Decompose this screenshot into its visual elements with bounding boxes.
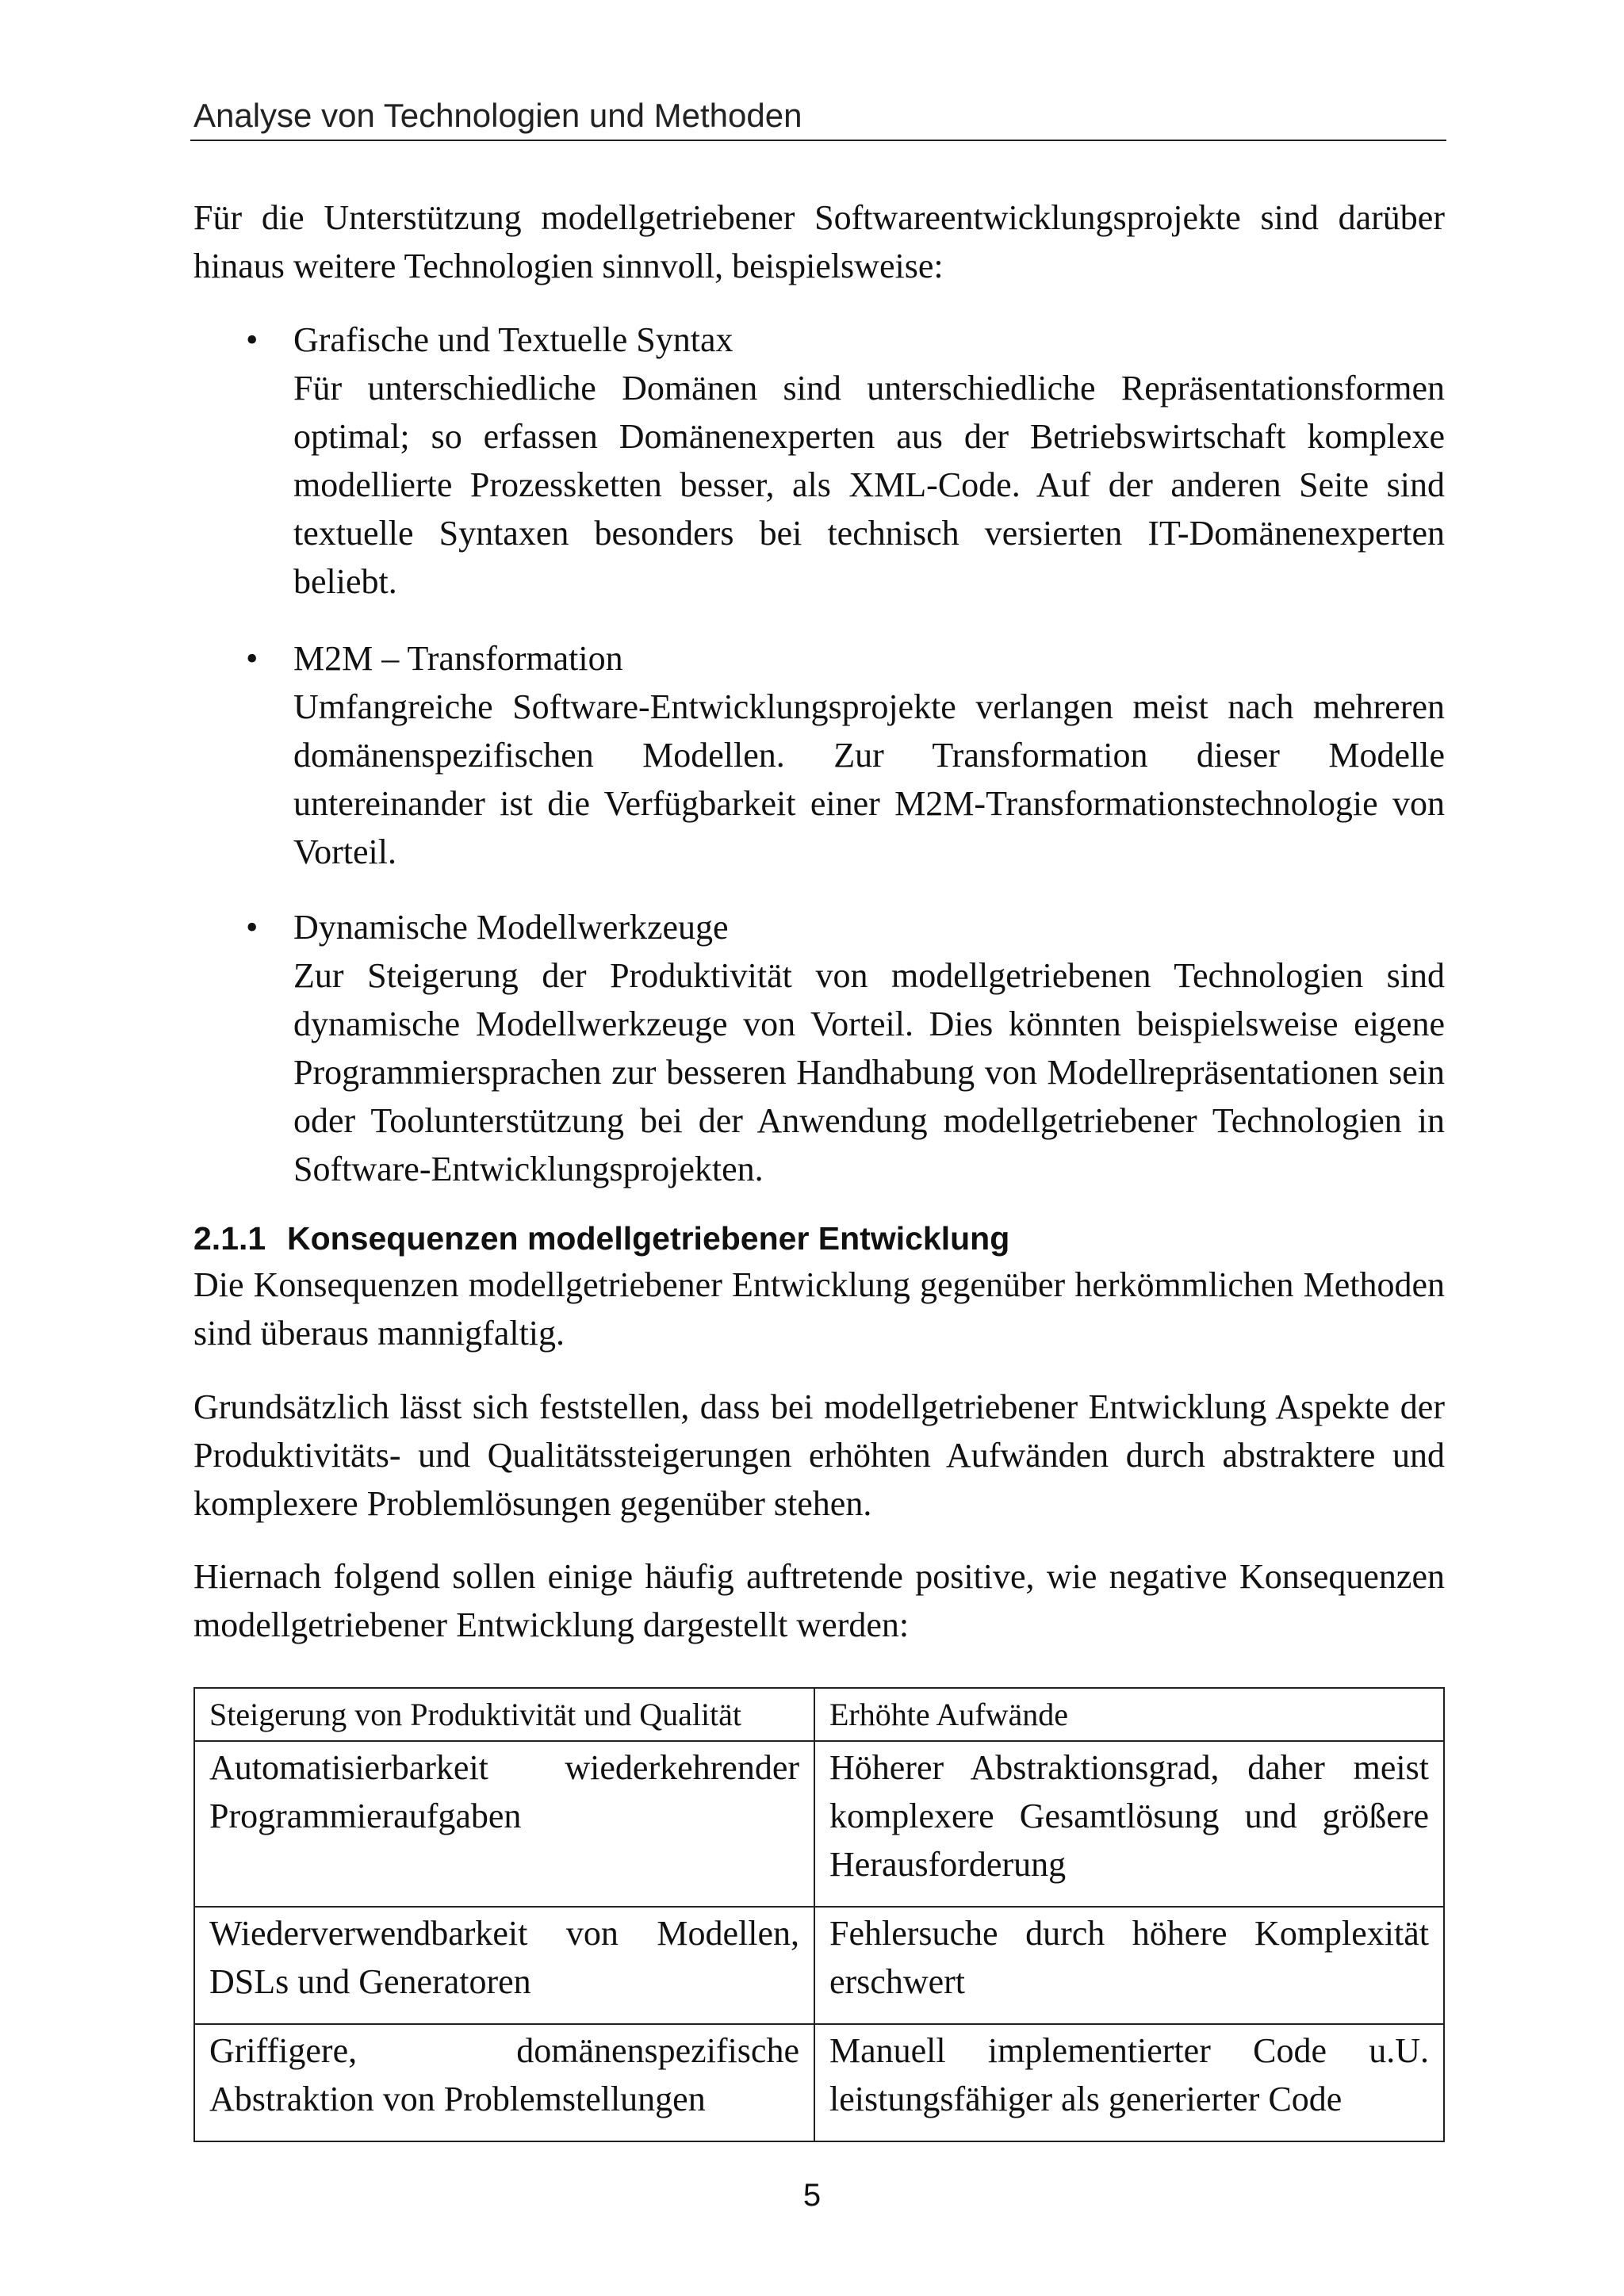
header-rule bbox=[190, 140, 1446, 141]
list-item-title: M2M – Transformation bbox=[293, 639, 623, 678]
page-number: 5 bbox=[802, 2178, 822, 2213]
table-header-row bbox=[194, 1688, 1444, 1741]
table-header-cell: Steigerung von Produktivität und Qualität bbox=[194, 1688, 814, 1741]
section-number: 2.1.1 bbox=[193, 1220, 266, 1257]
table-cell: Griffigere, domänenspezifische Abstraktion von Problemstellungen bbox=[194, 2024, 814, 2141]
running-header: Analyse von Technologien und Methoden bbox=[193, 97, 802, 134]
table-row bbox=[194, 1741, 1444, 1907]
table-cell: Höherer Abstraktionsgrad, daher meist komplexere Gesamtlösung und größere Herausforderung bbox=[814, 1741, 1444, 1907]
table-row bbox=[194, 2024, 1444, 2141]
list-item-body: Umfangreiche Software-Entwicklungsprojekte verlangen meist nach mehreren domänenspezifischen Modellen. Zur Transformation dieser Modelle untereinander ist die Verfügbarkeit einer M2M-Transformationstechnologie von Vorteil. bbox=[293, 687, 1445, 871]
list-item-title: Grafische und Textuelle Syntax bbox=[293, 320, 733, 359]
table-cell: Automatisierbarkeit wiederkehrender Programmieraufgaben bbox=[194, 1741, 814, 1907]
bullet-icon: • bbox=[246, 908, 259, 947]
list-item-title: Dynamische Modellwerkzeuge bbox=[293, 908, 729, 947]
consequences-table bbox=[193, 1687, 1445, 2142]
body-paragraph: Grundsätzlich lässt sich feststellen, dass bei modellgetriebener Entwicklung Aspekte der Produktivitäts- und Qualitätssteigerungen erhöhten Aufwänden durch abstraktere und komplexere Problemlösungen gegenüber stehen. bbox=[193, 1387, 1445, 1523]
body-paragraph: Die Konsequenzen modellgetriebener Entwicklung gegenüber herkömmlichen Methoden sind überaus mannigfaltig. bbox=[193, 1265, 1445, 1353]
table-cell: Manuell implementierter Code u.U. leistungsfähiger als generierter Code bbox=[814, 2024, 1444, 2141]
intro-paragraph: Für die Unterstützung modellgetriebener Softwareentwicklungsprojekte sind darüber hinaus weitere Technologien sinnvoll, beispielsweise: bbox=[193, 198, 1445, 285]
bullet-icon: • bbox=[246, 639, 259, 678]
section-title: Konsequenzen modellgetriebener Entwicklung bbox=[287, 1220, 1010, 1257]
table-cell: Fehlersuche durch höhere Komplexität erschwert bbox=[814, 1907, 1444, 2024]
body-paragraph: Hiernach folgend sollen einige häufig auftretende positive, wie negative Konsequenzen modellgetriebener Entwicklung dargestellt werden: bbox=[193, 1557, 1445, 1644]
section-heading bbox=[193, 1216, 1445, 1261]
table-row bbox=[194, 1907, 1444, 2024]
table-header-cell: Erhöhte Aufwände bbox=[814, 1688, 1444, 1741]
bullet-icon: • bbox=[246, 320, 259, 359]
list-item-body: Zur Steigerung der Produktivität von modellgetriebenen Technologien sind dynamische Modellwerkzeuge von Vorteil. Dies könnten beispielsweise eigene Programmiersprachen zur besseren Handhabung von Modellrepräsentationen sein oder Toolunterstützung bei der Anwendung modellgetriebener Technologien in Software-Entwicklungsprojekten. bbox=[293, 956, 1445, 1188]
table-cell: Wiederverwendbarkeit von Modellen, DSLs und Generatoren bbox=[194, 1907, 814, 2024]
list-item-body: Für unterschiedliche Domänen sind unterschiedliche Repräsentationsformen optimal; so erfassen Domänenexperten aus der Betriebswirtschaft komplexe modellierte Prozessketten besser, als XML-Code. Auf der anderen Seite sind textuelle Syntaxen besonders bei technisch versierten IT-Domänenexperten beliebt. bbox=[293, 369, 1445, 601]
